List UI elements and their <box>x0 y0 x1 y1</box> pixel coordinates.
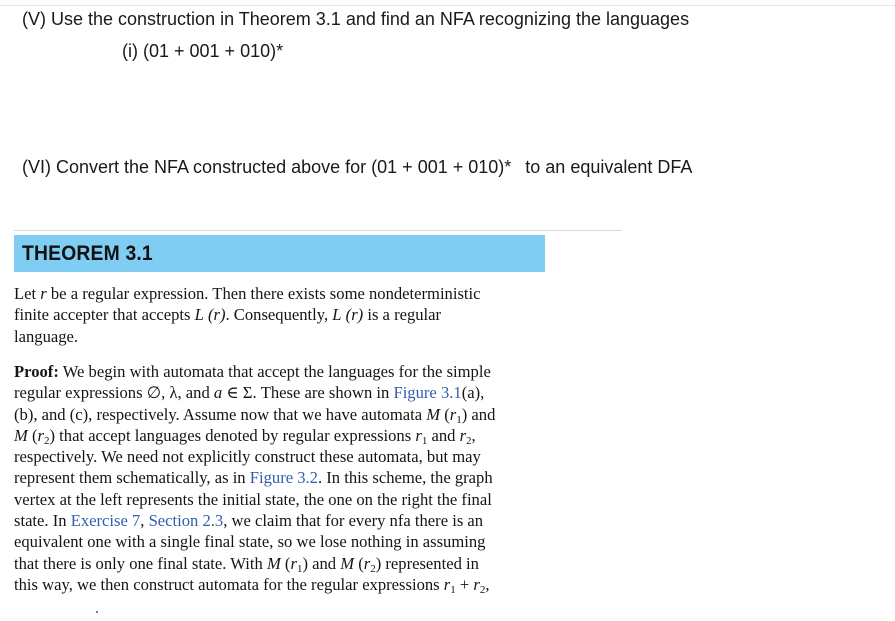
theorem-title: THEOREM 3.1 <box>22 241 153 265</box>
section-2-3-link[interactable]: Section 2.3 <box>148 511 224 531</box>
question-6-text: (VI) Convert the NFA constructed above for (01 + 001 + 010)* <box>22 157 512 177</box>
question-6 <box>22 157 692 178</box>
proof-paragraph <box>14 361 554 595</box>
proof-line: equivalent one with a single final state, so we lose nothing in assuming <box>14 532 486 552</box>
theorem-heading <box>14 235 545 272</box>
proof-label: Proof: <box>14 362 59 381</box>
statement-line: finite accepter that accepts L (r). Consequently, L (r) is a regular <box>14 305 442 325</box>
proof-line: state. In Exercise 7, Section 2.3, we claim that for every nfa there is an <box>14 511 484 531</box>
proof-line: M $(r_2)$ that accept languages denoted by regular expressions $r_1$ and $r_2$, <box>14 425 476 447</box>
stray-mark <box>96 611 98 613</box>
statement-line: language. <box>14 326 79 346</box>
figure-3-1-link[interactable]: Figure 3.1 <box>393 383 462 403</box>
proof-line: that there is only one final state. With M $(r_1)$ and M $(r_2)$ represented in <box>14 553 479 575</box>
proof-line: regular expressions ∅, λ, and a ∈ Σ. These are shown in Figure 3.1(a), <box>14 383 485 403</box>
question-6-tail: to an equivalent DFA <box>525 157 693 177</box>
question-5-part-i: (i) (01 + 001 + 010)* <box>122 41 284 61</box>
proof-line: vertex at the left represents the initial state, the one on the right the final <box>14 489 492 509</box>
theorem-statement <box>14 283 554 347</box>
top-divider <box>0 5 895 6</box>
figure-3-2-link[interactable]: Figure 3.2 <box>249 468 318 488</box>
question-5: (V) Use the construction in Theorem 3.1 and find an NFA recognizing the languages <box>22 9 690 29</box>
proof-line: (b), and (c), respectively. Assume now that we have automata M $(r_1)$ and <box>14 404 496 426</box>
statement-line: Let r be a regular expression. Then there exists some nondeterministic <box>14 284 481 303</box>
proof-line: this way, we then construct automata for the regular expressions $r_1 + r_2$, <box>14 574 490 596</box>
proof-line: Proof: We begin with automata that accept the languages for the simple <box>14 362 491 381</box>
exercise-7-link[interactable]: Exercise 7 <box>70 511 141 531</box>
proof-line: represent them schematically, as in Figure 3.2. In this scheme, the graph <box>14 468 493 488</box>
proof-line: respectively. We need not explicitly construct these automata, but may <box>14 447 481 467</box>
section-divider <box>14 230 622 231</box>
